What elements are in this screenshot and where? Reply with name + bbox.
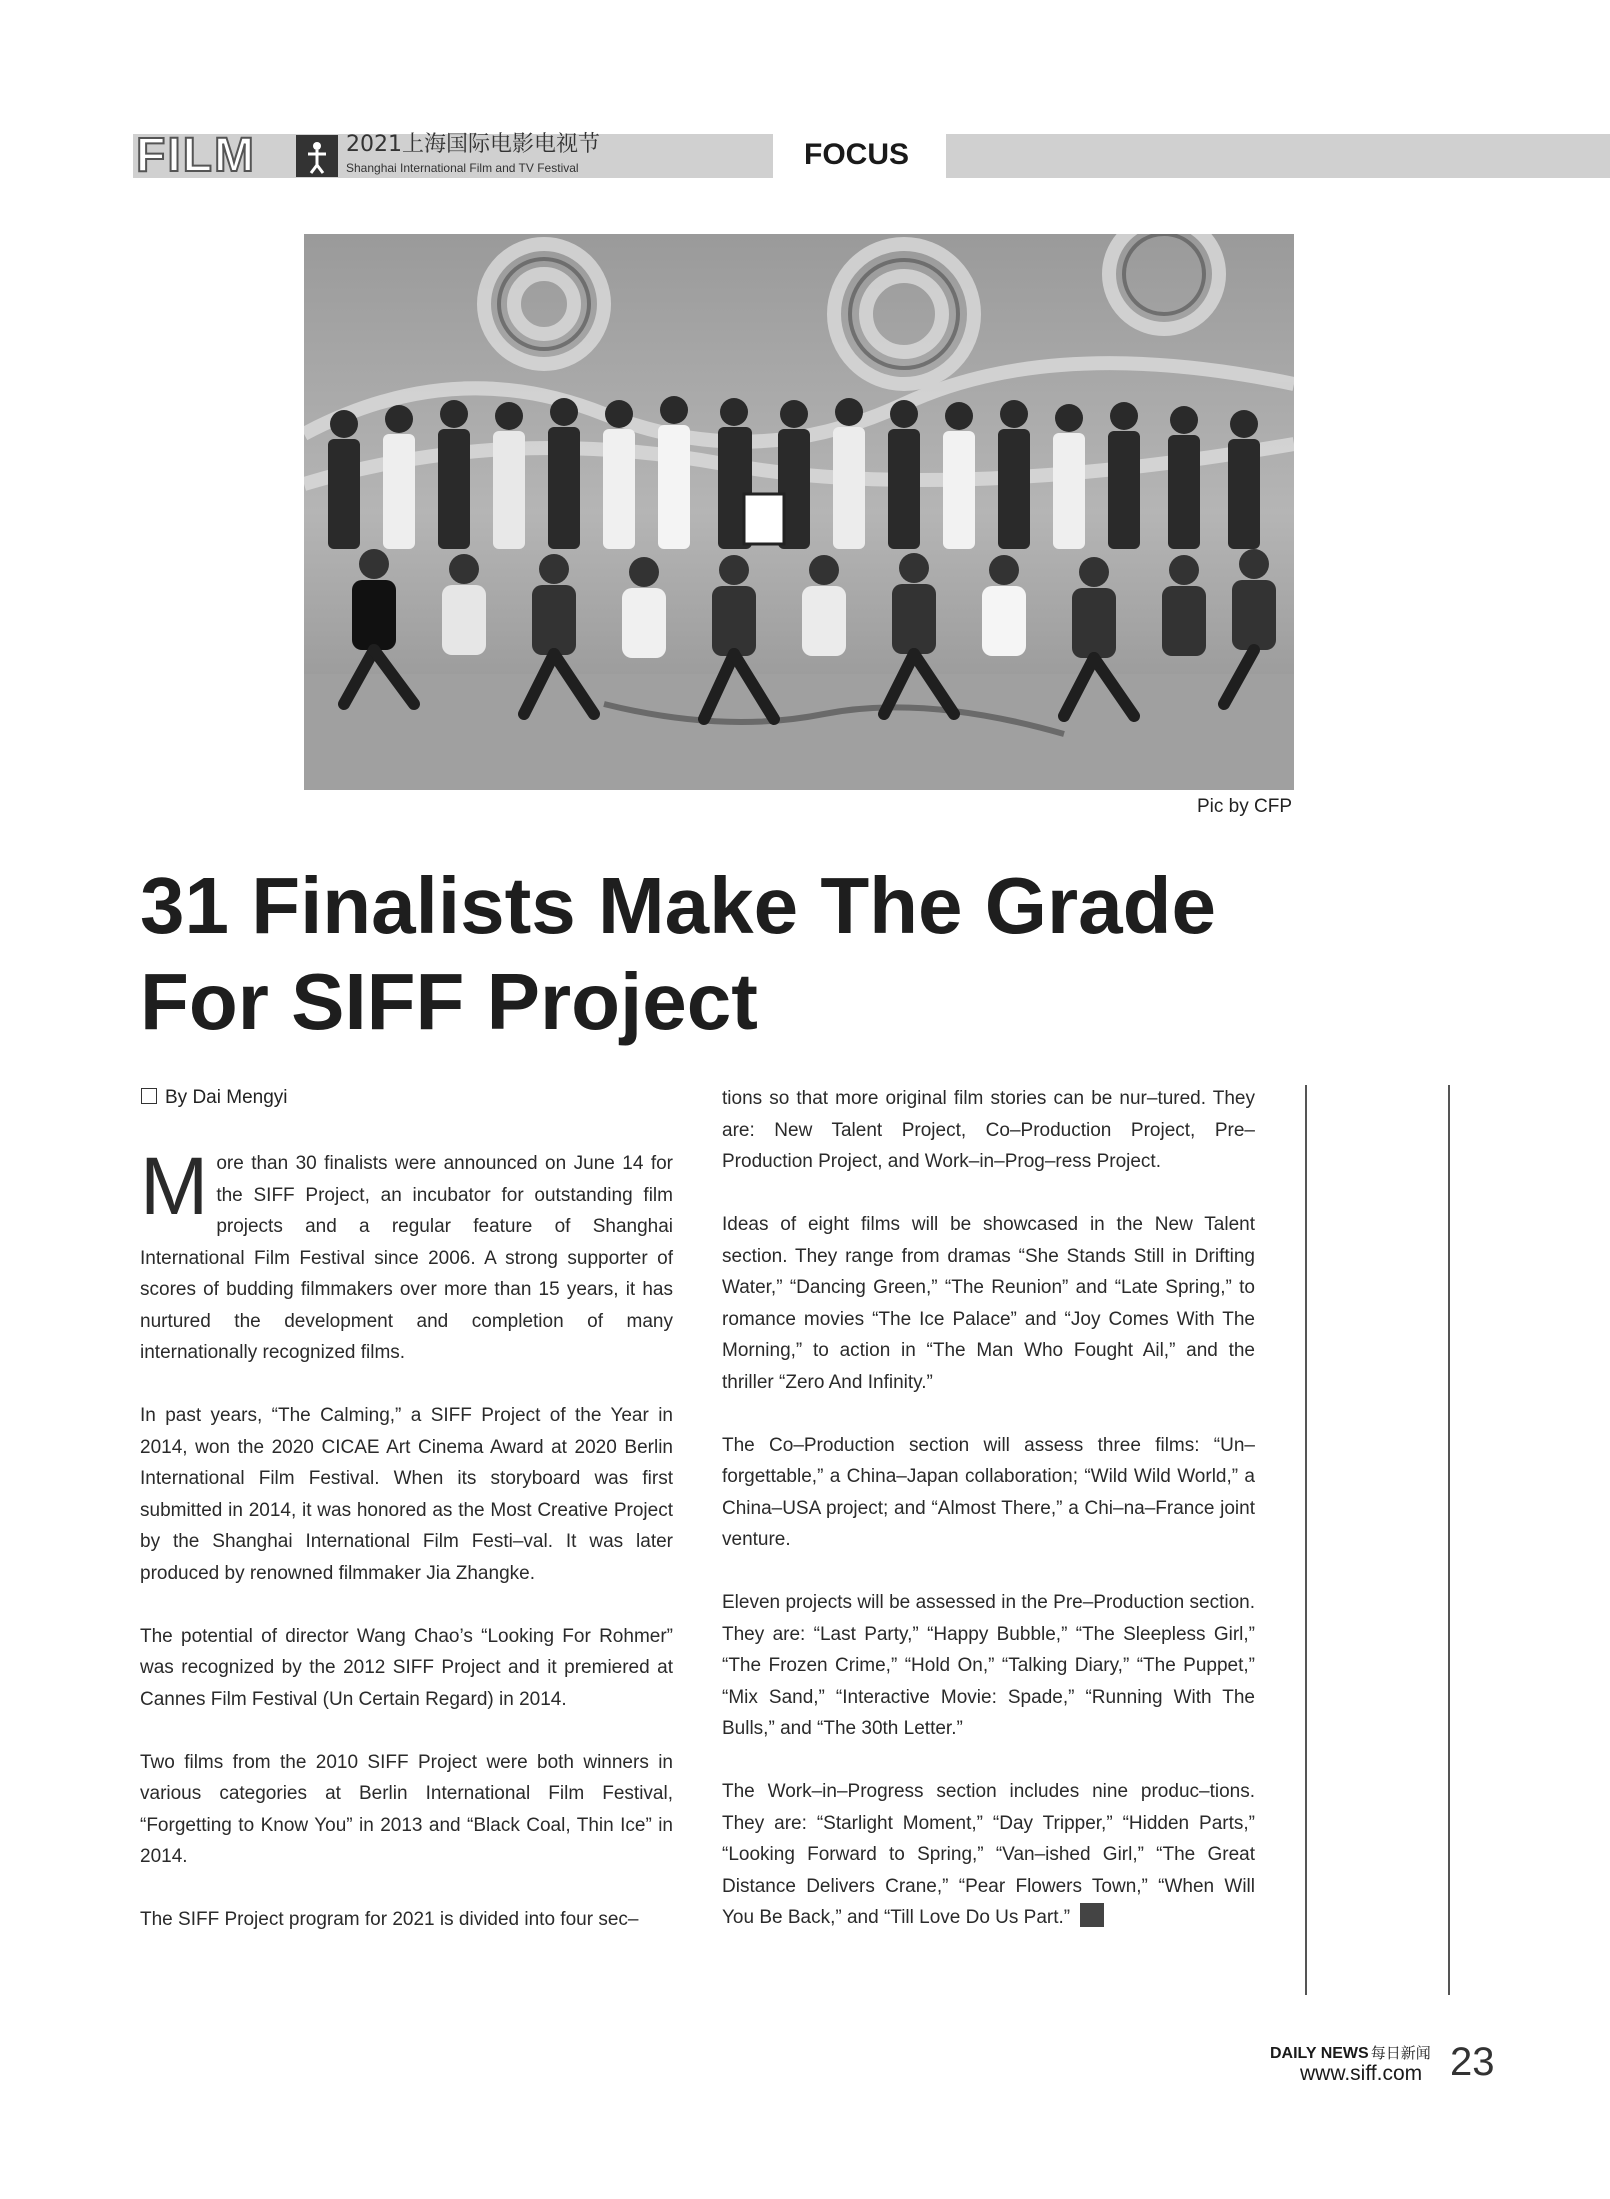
section-label: FOCUS xyxy=(804,138,909,171)
byline xyxy=(141,1087,288,1109)
festival-title-chinese: 2021上海国际电影电视节 xyxy=(346,132,600,157)
footer-daily-news: DAILY NEWS xyxy=(1270,2045,1369,2062)
paragraph-calming: In past years, “The Calming,” a SIFF Project of the Year in 2014, won the 2020 CICAE Art Cinema Award at 2020 Berlin International Film Festival. When its storyboard was first submitted in 2014, it was honored as the Most Creative Project by the Shanghai International Film Festi–val. It was later produced by renowned filmmaker Jia Zhangke. xyxy=(140,1405,673,1584)
paragraph-intro xyxy=(140,1141,673,1369)
column-divider xyxy=(1305,1085,1307,1995)
paragraph-co-production: The Co–Production section will assess three films: “Un–forgettable,” a China–Japan collaboration; “Wild Wild World,” a China–USA project; and “Almost There,” a Chi–na–France joint venture. xyxy=(722,1434,1255,1550)
group-photo xyxy=(304,234,1294,790)
paragraph-new-talent: Ideas of eight films will be showcased in the New Talent section. They range from dramas “She Stands Still in Drifting Water,” “Dancing Green,” “The Reunion” and “Late Spring,” to romance movies “The Ice Palace” and “Joy Comes With The Morning,” to action in “The Man Who Fought Ail,” and the thriller “Zero And Infinity.” xyxy=(722,1214,1255,1393)
paragraph-intro-text: ore than 30 finalists were announced on June 14 for the SIFF Project, an incubator for outstanding film projects and a regular feature of Shanghai International Film Festival since 2006. A strong supporter of scores of budding filmmakers over more than 15 years, it has nurtured the development and completion of many internationally recognized films. xyxy=(140,1153,673,1363)
paragraph-work-in-progress-text: The Work–in–Progress section includes nine produc–tions. They are: “Starlight Moment,” “Day Tripper,” “Hidden Parts,” “Looking Forward to Spring,” “Van–ished Girl,” “The Great Distance Delivers Crane,” “Pear Flowers Town,” “When Will You Be Back,” and “Till Love Do Us Part.” xyxy=(722,1781,1255,1928)
margin-divider xyxy=(1448,1085,1450,1995)
paragraph-work-in-progress xyxy=(722,1776,1255,1934)
square-bullet-icon xyxy=(141,1088,157,1104)
end-mark-icon xyxy=(1080,1903,1104,1927)
article-headline: 31 Finalists Make The Grade For SIFF Project xyxy=(140,861,1216,1046)
film-wordmark: FILM xyxy=(136,129,256,182)
footer-daily-news-cn: 每日新闻 xyxy=(1370,2044,1431,2062)
festival-logo-icon xyxy=(296,135,338,177)
paragraph-pre-production: Eleven projects will be assessed in the Pre–Production section. They are: “Last Party,” “Happy Bubble,” “The Sleepless Girl,” “The Frozen Crime,” “Hold On,” “Talking Diary,” “The Puppet,” “Mix Sand,” “Interactive Movie: Spade,” “Running With The Bulls,” and “The 30th Letter.” xyxy=(722,1592,1255,1739)
article-column-left xyxy=(140,1141,673,1967)
article-column-right xyxy=(722,1083,1255,1965)
byline-text: By Dai Mengyi xyxy=(165,1087,288,1108)
photo-caption: Pic by CFP xyxy=(1196,796,1292,817)
paragraph-program-start: The SIFF Project program for 2021 is divided into four sec– xyxy=(140,1909,639,1930)
drop-cap: M xyxy=(140,1141,209,1232)
page-number: 23 xyxy=(1450,2040,1495,2084)
festival-title-english: Shanghai International Film and TV Festival xyxy=(346,161,579,175)
footer-publication xyxy=(1270,2042,1431,2063)
footer-website: www.siff.com xyxy=(1300,2062,1423,2085)
paragraph-2010-winners: Two films from the 2010 SIFF Project were both winners in various categories at Berlin International Film Festival, “Forgetting to Know You” in 2013 and “Black Coal, Thin Ice” in 2014. xyxy=(140,1751,673,1867)
header-band-right xyxy=(946,134,1610,178)
paragraph-rohmer: The potential of director Wang Chao’s “Looking For Rohmer” was recognized by the 2012 SIFF Project and it premiered at Cannes Film Festival (Un Certain Regard) in 2014. xyxy=(140,1625,673,1710)
paragraph-sections: tions so that more original film stories can be nur–tured. They are: New Talent Project, Co–Production Project, Pre–Production Project, and Work–in–Prog–ress Project. xyxy=(722,1088,1255,1172)
